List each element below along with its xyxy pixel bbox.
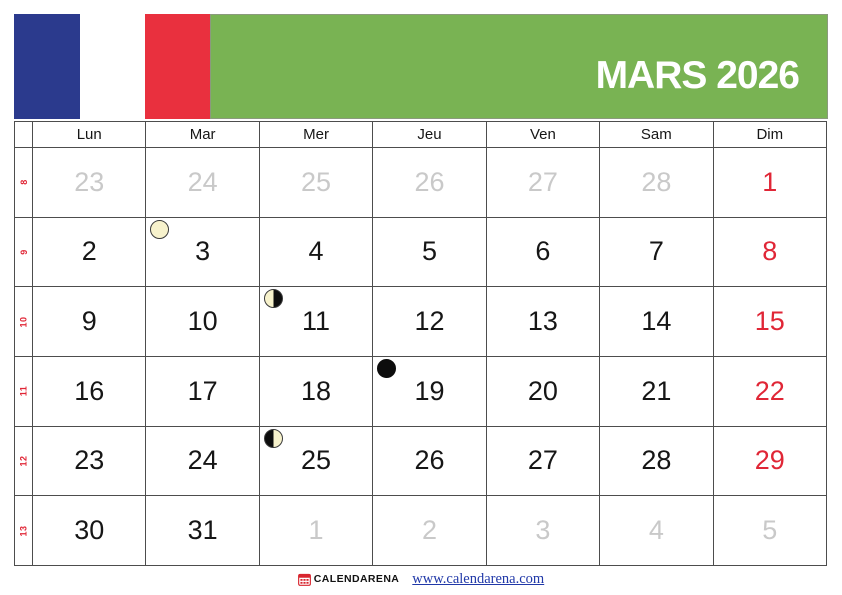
week-number-label: 10 [18, 316, 29, 328]
date-cell-3: 3 [146, 218, 259, 288]
website-link[interactable]: www.calendarena.com [412, 570, 545, 587]
date-cell-23: 23 [33, 148, 146, 218]
date-cell-24: 24 [146, 427, 259, 497]
date-cell-22: 22 [714, 357, 827, 427]
date-cell-1: 1 [260, 496, 373, 566]
date-cell-18: 18 [260, 357, 373, 427]
date-cell-6: 6 [487, 218, 600, 288]
date-cell-19: 19 [373, 357, 486, 427]
week-number-label: 9 [18, 249, 29, 255]
date-cell-16: 16 [33, 357, 146, 427]
week-number-label: 8 [18, 179, 29, 186]
date-cell-9: 9 [33, 287, 146, 357]
date-cell-4: 4 [600, 496, 713, 566]
date-cell-31: 31 [146, 496, 259, 566]
date-cell-10: 10 [146, 287, 259, 357]
flag-white-stripe [80, 14, 145, 119]
week-number-9 [15, 218, 33, 288]
date-cell-2: 2 [33, 218, 146, 288]
full-moon-icon [150, 220, 169, 239]
date-cell-1: 1 [714, 148, 827, 218]
day-header-sam: Sam [600, 122, 713, 148]
week-number-8 [15, 148, 33, 218]
date-cell-25: 25 [260, 427, 373, 497]
date-cell-30: 30 [33, 496, 146, 566]
date-cell-28: 28 [600, 427, 713, 497]
date-cell-17: 17 [146, 357, 259, 427]
date-cell-24: 24 [146, 148, 259, 218]
date-cell-5: 5 [714, 496, 827, 566]
date-cell-23: 23 [33, 427, 146, 497]
corner-cell [15, 122, 33, 148]
date-cell-29: 29 [714, 427, 827, 497]
week-number-label: 11 [18, 386, 29, 397]
month-title: MARS 2026 [595, 54, 799, 97]
date-cell-2: 2 [373, 496, 486, 566]
date-cell-13: 13 [487, 287, 600, 357]
date-cell-27: 27 [487, 427, 600, 497]
date-cell-26: 26 [373, 148, 486, 218]
brand-logo [298, 573, 399, 586]
last-quarter-moon-icon [264, 289, 283, 308]
week-number-13 [15, 496, 33, 566]
day-header-mar: Mar [146, 122, 259, 148]
day-header-lun: Lun [33, 122, 146, 148]
month-banner [210, 14, 828, 119]
date-cell-15: 15 [714, 287, 827, 357]
date-cell-8: 8 [714, 218, 827, 288]
week-number-label: 13 [18, 525, 29, 537]
calendar-icon [298, 573, 311, 586]
day-header-dim: Dim [714, 122, 827, 148]
footer [0, 566, 842, 592]
flag-red-stripe [145, 14, 210, 119]
date-cell-26: 26 [373, 427, 486, 497]
day-header-mer: Mer [260, 122, 373, 148]
week-number-11 [15, 357, 33, 427]
date-cell-21: 21 [600, 357, 713, 427]
week-number-12 [15, 427, 33, 497]
day-header-ven: Ven [487, 122, 600, 148]
date-cell-3: 3 [487, 496, 600, 566]
new-moon-icon [377, 359, 396, 378]
date-cell-27: 27 [487, 148, 600, 218]
week-number-label: 12 [18, 455, 29, 467]
date-cell-4: 4 [260, 218, 373, 288]
date-cell-11: 11 [260, 287, 373, 357]
day-header-jeu: Jeu [373, 122, 486, 148]
date-cell-20: 20 [487, 357, 600, 427]
first-quarter-moon-icon [264, 429, 283, 448]
brand-name: CALENDARENA [313, 573, 400, 585]
date-cell-7: 7 [600, 218, 713, 288]
flag-blue-stripe [14, 14, 80, 119]
date-cell-14: 14 [600, 287, 713, 357]
week-number-10 [15, 287, 33, 357]
date-cell-28: 28 [600, 148, 713, 218]
date-cell-5: 5 [373, 218, 486, 288]
date-cell-25: 25 [260, 148, 373, 218]
date-cell-12: 12 [373, 287, 486, 357]
calendar-grid [14, 121, 827, 566]
